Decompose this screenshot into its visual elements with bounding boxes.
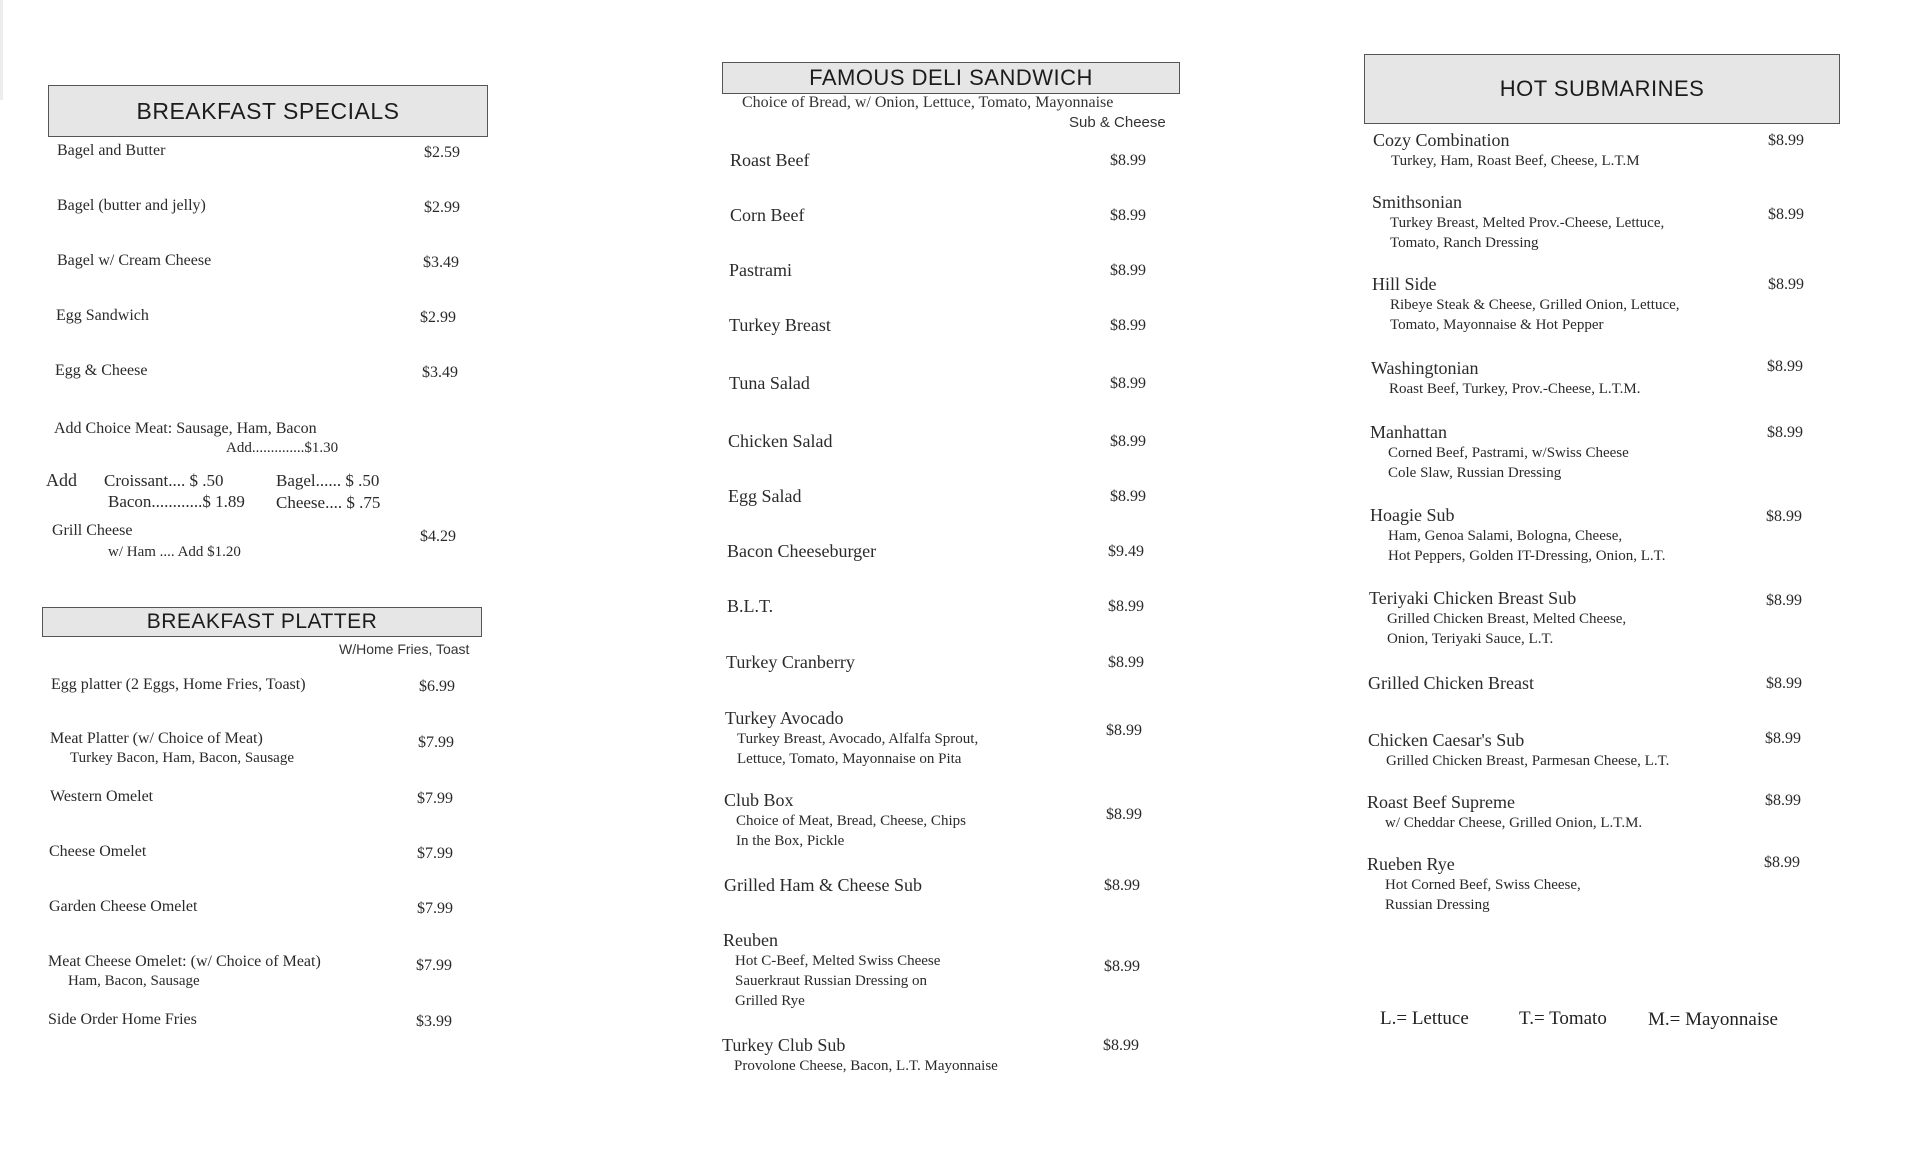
menu-item-price: $8.99	[1767, 358, 1803, 375]
menu-item-price: $8.99	[1110, 317, 1146, 334]
menu-item-price: $8.99	[1104, 958, 1140, 975]
menu-item-name: Chicken Caesar's Sub	[1368, 730, 1525, 750]
menu-item-name: Bagel w/ Cream Cheese	[57, 252, 212, 269]
menu-item-desc: Ribeye Steak & Cheese, Grilled Onion, Lettuce,	[1390, 297, 1680, 313]
menu-item-name: Corn Beef	[730, 205, 805, 225]
menu-item	[728, 431, 832, 452]
menu-item	[1373, 130, 1640, 171]
menu-item-price: $8.99	[1766, 508, 1802, 525]
menu-item-name: Meat Platter (w/ Choice of Meat)	[50, 730, 263, 747]
menu-item	[730, 150, 809, 171]
menu-item-name: Cheese Omelet	[49, 843, 147, 860]
cheese-text: Cheese.... $ .75	[276, 493, 381, 512]
menu-item-desc: Turkey, Ham, Roast Beef, Cheese, L.T.M	[1391, 153, 1640, 169]
menu-item-price: $8.99	[1110, 488, 1146, 505]
menu-item-name: Bagel (butter and jelly)	[57, 197, 206, 214]
menu-item-desc: Turkey Breast, Melted Prov.-Cheese, Lettuce,	[1390, 215, 1665, 231]
menu-item-price: $8.99	[1765, 730, 1801, 747]
menu-item	[729, 315, 831, 336]
menu-item	[728, 486, 802, 507]
add-label: Add	[46, 470, 77, 490]
scan-edge	[0, 0, 3, 100]
menu-item-price: $8.99	[1766, 592, 1802, 609]
legend-mayonnaise: M.= Mayonnaise	[1648, 1009, 1778, 1030]
menu-item-desc: Provolone Cheese, Bacon, L.T. Mayonnaise	[734, 1058, 998, 1074]
menu-item-desc: Hot C-Beef, Melted Swiss Cheese	[735, 953, 941, 969]
menu-item	[48, 1011, 197, 1029]
menu-item-desc: In the Box, Pickle	[736, 833, 845, 849]
menu-item	[1369, 588, 1626, 649]
menu-item-price: $7.99	[418, 734, 454, 751]
menu-item	[48, 953, 321, 991]
add-extras-label	[46, 470, 77, 491]
menu-item	[729, 260, 792, 281]
add-bagel	[276, 471, 379, 491]
menu-item-name: Western Omelet	[50, 788, 154, 805]
menu-item-desc: Ham, Genoa Salami, Bologna, Cheese,	[1388, 528, 1623, 544]
menu-item-desc: Corned Beef, Pastrami, w/Swiss Cheese	[1388, 445, 1629, 461]
menu-item	[57, 142, 165, 160]
legend-lettuce: L.= Lettuce	[1380, 1008, 1469, 1029]
menu-item-desc: Roast Beef, Turkey, Prov.-Cheese, L.T.M.	[1389, 381, 1641, 397]
menu-item	[724, 790, 966, 851]
menu-item-name: Club Box	[724, 790, 794, 810]
grill-cheese-item	[52, 522, 241, 562]
menu-item-name: Smithsonian	[1372, 192, 1463, 212]
menu-item-price: $8.99	[1110, 433, 1146, 450]
menu-item-name: Tuna Salad	[729, 373, 810, 393]
menu-item	[49, 898, 197, 916]
menu-item-price: $7.99	[417, 845, 453, 862]
add-cheese	[276, 493, 380, 513]
deli-price-header: Sub & Cheese	[1069, 114, 1166, 131]
menu-item-price: $8.99	[1768, 206, 1804, 223]
add-meat-price	[226, 440, 338, 457]
menu-item-price: $8.99	[1768, 132, 1804, 149]
menu-item	[50, 788, 153, 806]
menu-item-desc: Tomato, Mayonnaise & Hot Pepper	[1390, 317, 1604, 333]
menu-item-name: Roast Beef Supreme	[1367, 792, 1515, 812]
menu-item-desc: Grilled Chicken Breast, Melted Cheese,	[1387, 611, 1627, 627]
menu-item	[1372, 192, 1664, 253]
menu-item-desc: Tomato, Ranch Dressing	[1390, 235, 1539, 251]
add-croissant	[104, 471, 223, 491]
menu-item	[57, 252, 211, 270]
menu-item-desc: Cole Slaw, Russian Dressing	[1388, 465, 1562, 481]
menu-item-name: Chicken Salad	[728, 431, 833, 451]
menu-item-price: $8.99	[1767, 424, 1803, 441]
menu-item-name: Rueben Rye	[1367, 854, 1455, 874]
grill-cheese-desc: w/ Ham .... Add $1.20	[108, 544, 241, 560]
croissant-text: Croissant.... $ .50	[104, 471, 224, 490]
menu-item	[57, 197, 206, 215]
platter-note: W/Home Fries, Toast	[339, 641, 470, 657]
legend-tomato: T.= Tomato	[1519, 1008, 1607, 1029]
menu-item-price: $8.99	[1110, 207, 1146, 224]
menu-item-price: $8.99	[1764, 854, 1800, 871]
menu-item-name: Turkey Cranberry	[726, 652, 855, 672]
menu-item-name: Turkey Club Sub	[722, 1035, 846, 1055]
deli-subtitle: Choice of Bread, w/ Onion, Lettuce, Tomato, Mayonnaise	[742, 94, 1114, 111]
menu-item	[1370, 505, 1665, 566]
grill-cheese-name: Grill Cheese	[52, 522, 133, 539]
menu-item-name: Manhattan	[1370, 422, 1447, 442]
menu-item-price: $8.99	[1110, 375, 1146, 392]
menu-item-price: $8.99	[1106, 806, 1142, 823]
menu-item	[730, 205, 804, 226]
menu-item-desc: Turkey Breast, Avocado, Alfalfa Sprout,	[737, 731, 979, 747]
menu-item	[50, 730, 294, 768]
menu-item-desc: Onion, Teriyaki Sauce, L.T.	[1387, 631, 1554, 647]
menu-item	[722, 1035, 998, 1076]
add-meat-price-text: Add..............$1.30	[226, 440, 339, 456]
menu-item-name: Reuben	[723, 930, 778, 950]
menu-item	[49, 843, 146, 861]
menu-item	[726, 652, 855, 673]
menu-item	[727, 596, 773, 617]
menu-item-price: $8.99	[1766, 675, 1802, 692]
menu-item-name: Egg Sandwich	[56, 307, 149, 324]
menu-item-name: Egg platter (2 Eggs, Home Fries, Toast)	[51, 676, 306, 693]
menu-item-price: $2.99	[424, 199, 460, 216]
subs-header: HOT SUBMARINES	[1364, 54, 1840, 124]
menu-item-price: $3.99	[416, 1013, 452, 1030]
menu-item-name: Turkey Breast	[729, 315, 831, 335]
menu-item	[725, 708, 978, 769]
menu-item-price: $8.99	[1108, 598, 1144, 615]
menu-item-desc: Sauerkraut Russian Dressing on	[735, 973, 928, 989]
menu-item	[1367, 854, 1581, 915]
menu-item-name: Bacon Cheeseburger	[727, 541, 877, 561]
breakfast-platter-header: BREAKFAST PLATTER	[42, 607, 482, 637]
menu-item-desc: Hot Corned Beef, Swiss Cheese,	[1385, 877, 1581, 893]
menu-item	[1368, 673, 1534, 694]
menu-item-name: Turkey Avocado	[725, 708, 844, 728]
menu-item-name: Hoagie Sub	[1370, 505, 1455, 525]
menu-item	[1371, 358, 1641, 399]
menu-item-price: $7.99	[416, 957, 452, 974]
menu-item-price: $8.99	[1110, 262, 1146, 279]
menu-item-price: $8.99	[1765, 792, 1801, 809]
menu-item-name: Pastrami	[729, 260, 792, 280]
menu-item	[51, 676, 306, 694]
menu-item-name: Washingtonian	[1371, 358, 1479, 378]
menu-item	[1367, 792, 1642, 833]
menu-item	[727, 541, 876, 562]
menu-item-price: $8.99	[1103, 1037, 1139, 1054]
menu-item-price: $7.99	[417, 790, 453, 807]
bagel-text: Bagel...... $ .50	[276, 471, 380, 490]
bacon-text: Bacon............$ 1.89	[108, 492, 245, 511]
menu-item	[1372, 274, 1680, 335]
menu-item-desc: Ham, Bacon, Sausage	[68, 973, 200, 989]
menu-item	[724, 875, 922, 896]
add-meat-line	[54, 420, 317, 438]
menu-item-name: Egg Salad	[728, 486, 802, 506]
add-bacon	[108, 492, 245, 512]
menu-item-name: B.L.T.	[727, 596, 774, 616]
menu-item	[55, 362, 147, 380]
breakfast-specials-header: BREAKFAST SPECIALS	[48, 85, 488, 137]
menu-item-name: Egg & Cheese	[55, 362, 148, 379]
menu-item-name: Grilled Chicken Breast	[1368, 673, 1534, 693]
menu-item-name: Garden Cheese Omelet	[49, 898, 198, 915]
menu-item-desc: Russian Dressing	[1385, 897, 1490, 913]
menu-item-name: Meat Cheese Omelet: (w/ Choice of Meat)	[48, 953, 321, 970]
menu-item-desc: Choice of Meat, Bread, Cheese, Chips	[736, 813, 966, 829]
menu-item-price: $7.99	[417, 900, 453, 917]
menu-item-name: Grilled Ham & Cheese Sub	[724, 875, 922, 895]
menu-item	[56, 307, 149, 325]
menu-item-price: $8.99	[1110, 152, 1146, 169]
menu-item-price: $2.59	[424, 144, 460, 161]
grill-cheese-price: $4.29	[420, 528, 456, 545]
menu-item	[1368, 730, 1669, 771]
menu-item-name: Side Order Home Fries	[48, 1011, 197, 1028]
menu-item-price: $3.49	[422, 364, 458, 381]
menu-item	[723, 930, 940, 1011]
menu-item	[1370, 422, 1629, 483]
menu-item-price: $8.99	[1768, 276, 1804, 293]
menu-item-desc: Hot Peppers, Golden IT-Dressing, Onion, L.T.	[1388, 548, 1666, 564]
menu-item-desc: Turkey Bacon, Ham, Bacon, Sausage	[70, 750, 294, 766]
menu-item-price: $6.99	[419, 678, 455, 695]
menu-item-desc: w/ Cheddar Cheese, Grilled Onion, L.T.M.	[1385, 815, 1643, 831]
menu-item-desc: Lettuce, Tomato, Mayonnaise on Pita	[737, 751, 962, 767]
menu-item-desc: Grilled Chicken Breast, Parmesan Cheese, L.T.	[1386, 753, 1670, 769]
menu-item	[729, 373, 810, 394]
menu-item-price: $8.99	[1108, 654, 1144, 671]
menu-item-price: $8.99	[1104, 877, 1140, 894]
menu-item-name: Teriyaki Chicken Breast Sub	[1369, 588, 1577, 608]
menu-item-price: $3.49	[423, 254, 459, 271]
deli-header: FAMOUS DELI SANDWICH	[722, 62, 1180, 94]
menu-item-desc: Grilled Rye	[735, 993, 805, 1009]
menu-item-price: $8.99	[1106, 722, 1142, 739]
add-meat-text: Add Choice Meat: Sausage, Ham, Bacon	[54, 420, 317, 437]
menu-item-name: Bagel and Butter	[57, 142, 166, 159]
menu-item-price: $9.49	[1108, 543, 1144, 560]
menu-item-price: $2.99	[420, 309, 456, 326]
menu-item-name: Cozy Combination	[1373, 130, 1510, 150]
menu-item-name: Hill Side	[1372, 274, 1437, 294]
menu-item-name: Roast Beef	[730, 150, 810, 170]
